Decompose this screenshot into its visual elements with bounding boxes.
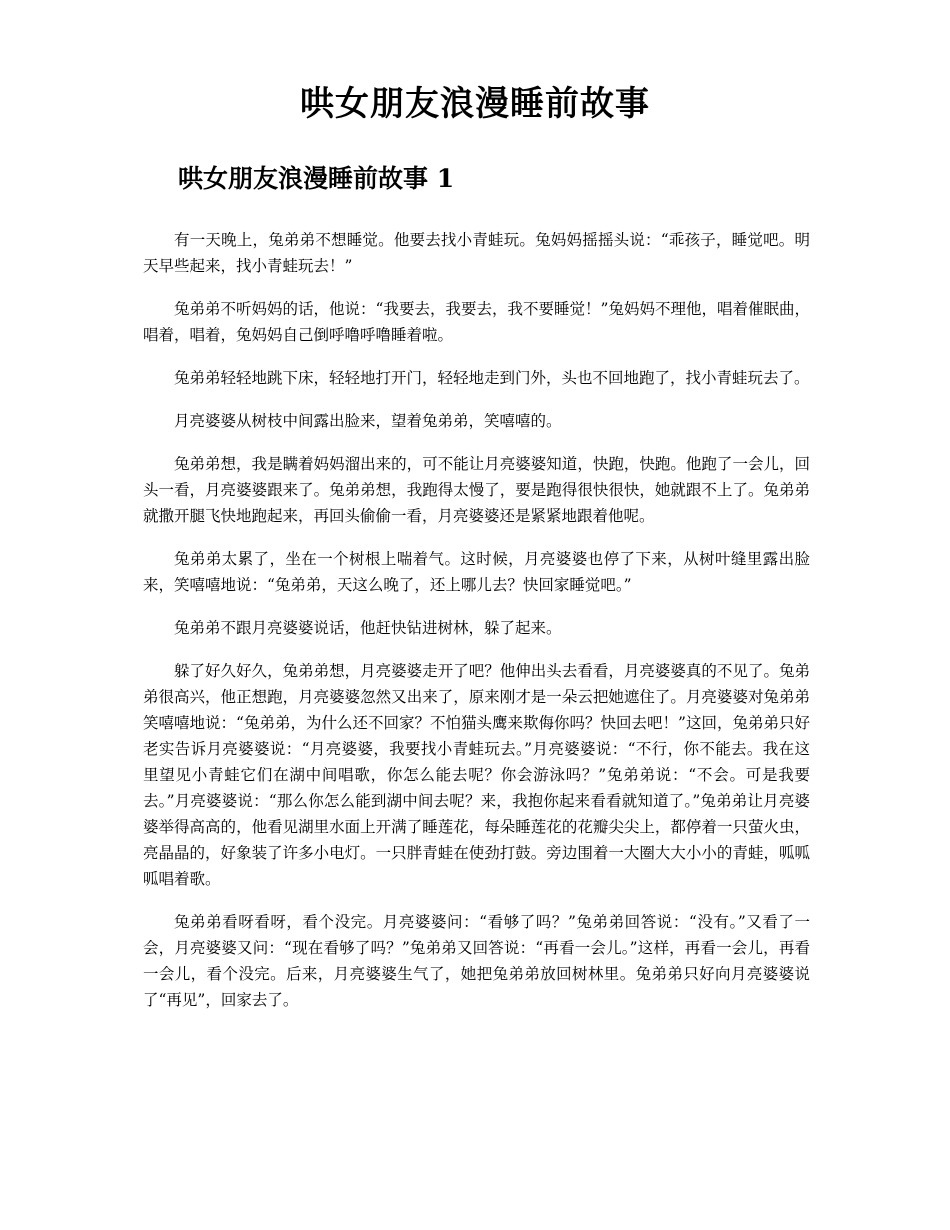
paragraph: 兔弟弟想，我是瞒着妈妈溜出来的，可不能让月亮婆婆知道，快跑，快跑。他跑了一会儿，回头一看，月亮婆婆跟来了。兔弟弟想，我跑得太慢了，要是跑得很快很快，她就跟不上了。兔弟弟就撒开腿飞快地跑起来，再回头偷偷一看，月亮婆婆还是紧紧地跟着他呢。 bbox=[143, 455, 810, 525]
paragraph: 月亮婆婆从树枝中间露出脸来，望着兔弟弟，笑嘻嘻的。 bbox=[174, 412, 562, 430]
document-title: 哄女朋友浪漫睡前故事 bbox=[300, 84, 650, 124]
paragraph: 有一天晚上，兔弟弟不想睡觉。他要去找小青蛙玩。兔妈妈摇摇头说：“乖孩子，睡觉吧。明天早些起来，找小青蛙玩去！” bbox=[143, 231, 810, 275]
story-body bbox=[143, 227, 810, 1030]
paragraph: 兔弟弟不跟月亮婆婆说话，他赶快钻进树林，躲了起来。 bbox=[174, 619, 562, 637]
paragraph: 兔弟弟轻轻地跳下床，轻轻地打开门，轻轻地走到门外，头也不回地跑了，找小青蛙玩去了。 bbox=[174, 369, 810, 387]
paragraph: 兔弟弟不听妈妈的话，他说：“我要去，我要去，我不要睡觉！”兔妈妈不理他，唱着催眠曲，唱着，唱着，兔妈妈自己倒呼噜呼噜睡着啦。 bbox=[143, 300, 810, 344]
section-title: 哄女朋友浪漫睡前故事 1 bbox=[178, 164, 455, 193]
paragraph: 兔弟弟看呀看呀，看个没完。月亮婆婆问：“看够了吗？”兔弟弟回答说：“没有。”又看了一会，月亮婆婆又问：“现在看够了吗？”兔弟弟又回答说：“再看一会儿。”这样，再看一会儿，再看一会儿，看个没完。后来，月亮婆婆生气了，她把兔弟弟放回树林里。兔弟弟只好向月亮婆婆说了“再见”，回家去了。 bbox=[143, 913, 810, 1009]
paragraph: 兔弟弟太累了，坐在一个树根上喘着气。这时候，月亮婆婆也停了下来，从树叶缝里露出脸来，笑嘻嘻地说：“兔弟弟，天这么晚了，还上哪儿去？快回家睡觉吧。” bbox=[143, 550, 810, 594]
paragraph: 躲了好久好久，兔弟弟想，月亮婆婆走开了吧？他伸出头去看看，月亮婆婆真的不见了。兔弟弟很高兴，他正想跑，月亮婆婆忽然又出来了，原来刚才是一朵云把她遮住了。月亮婆婆对兔弟弟笑嘻嘻地说：“兔弟弟，为什么还不回家？不怕猫头鹰来欺侮你吗？快回去吧！”这回，兔弟弟只好老实告诉月亮婆婆说：“月亮婆婆，我要找小青蛙玩去。”月亮婆婆说：“不行，你不能去。我在这里望见小青蛙它们在湖中间唱歌，你怎么能去呢？你会游泳吗？”兔弟弟说：“不会。可是我要去。”月亮婆婆说：“那么你怎么能到湖中间去呢？来，我抱你起来看看就知道了。”兔弟弟让月亮婆婆举得高高的，他看见湖里水面上开满了睡莲花，每朵睡莲花的花瓣尖尖上，都停着一只萤火虫，亮晶晶的，好象装了许多小电灯。一只胖青蛙在使劲打鼓。旁边围着一大圈大大小小的青蛙，呱呱呱唱着歌。 bbox=[143, 662, 810, 888]
